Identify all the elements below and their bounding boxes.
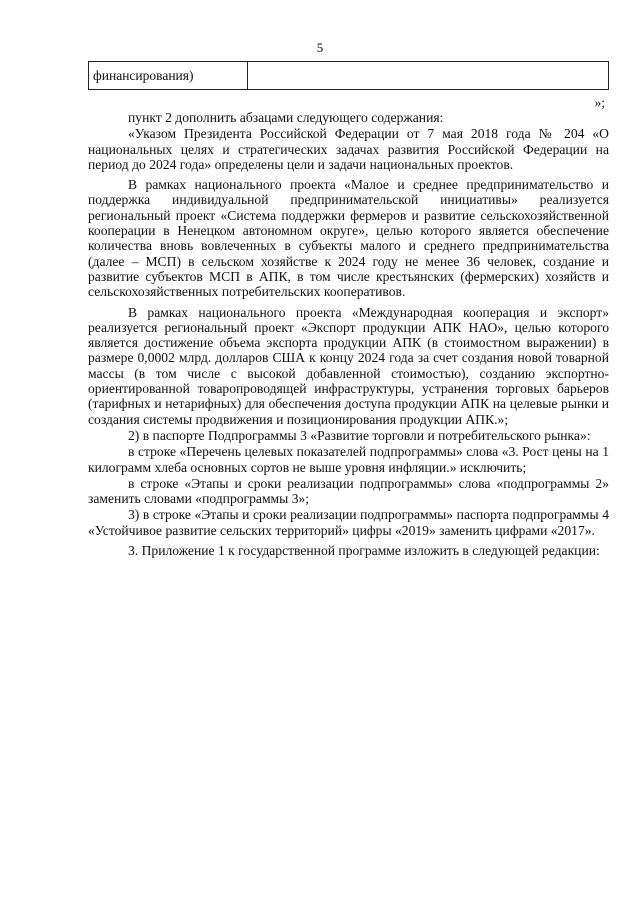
paragraph: 3. Приложение 1 к государственной программе изложить в следующей редакции: xyxy=(128,543,600,559)
paragraph: В рамках национального проекта «Международная кооперация и экспорт» реализуется региональный проект «Экспорт продукции АПК НАО», целью которого является достижение объема экспорта продукции АПК (в стоимостном выражении) в размере 0,0002 млрд. долларов США к концу 2024 года за счет создания новой товарной массы (в том числе с высокой добавленной стоимостью), созданию экспортно-ориентированной товаропроводящей инфраструктуры, устранения торговых барьеров (тарифных и нетарифных) для обеспечения доступа продукции АПК на целевые рынки и создания системы продвижения и позиционирования продукции АПК.»; xyxy=(88,304,609,427)
paragraph: 2) в паспорте Подпрограммы 3 «Развитие торговли и потребительского рынка»: xyxy=(128,427,591,443)
paragraph: 3) в строке «Этапы и сроки реализации подпрограммы» паспорта подпрограммы 4 «Устойчивое развитие сельских территорий» цифры «2019» заменить цифрами «2017». xyxy=(88,507,609,538)
table-row xyxy=(89,62,609,90)
page-number: 5 xyxy=(316,40,324,55)
paragraph: В рамках национального проекта «Малое и среднее предпринимательство и поддержка индивидуальной предпринимательской инициативы» реализуется региональный проект «Система поддержки фермеров и развитие сельскохозяйственной кооперации в Ненецком автономном округе», целью которого является обеспечение количества вновь вовлеченных в субъекты малого и среднего предпринимательства (далее – МСП) в сельском хозяйстве к 2024 году не менее 36 человек, создание и развитие субъектов МСП в АПК, в том числе крестьянских (фермерских) хозяйств и сельскохозяйственных потребительских кооперативов. xyxy=(88,177,609,300)
paragraph: в строке «Перечень целевых показателей подпрограммы» слова «3. Рост цены на 1 килограмм хлеба основных сортов не выше уровня инфляции.» исключить; xyxy=(88,444,609,475)
paragraph: «Указом Президента Российской Федерации от 7 мая 2018 года № 204 «О национальных целях и стратегических задачах развития Российской Федерации на период до 2024 года» определены цели и задачи национальных проектов. xyxy=(88,126,609,172)
document-body xyxy=(88,110,609,558)
paragraph: пункт 2 дополнить абзацами следующего содержания: xyxy=(128,110,444,125)
continued-table xyxy=(88,61,609,90)
table-cell-right xyxy=(248,62,609,90)
paragraph: в строке «Этапы и сроки реализации подпрограммы» слова «подпрограммы 2» заменить словами «подпрограммы 3»; xyxy=(88,475,609,507)
closing-quote-mark: »; xyxy=(594,95,605,110)
table-cell-left: финансирования) xyxy=(89,62,248,90)
